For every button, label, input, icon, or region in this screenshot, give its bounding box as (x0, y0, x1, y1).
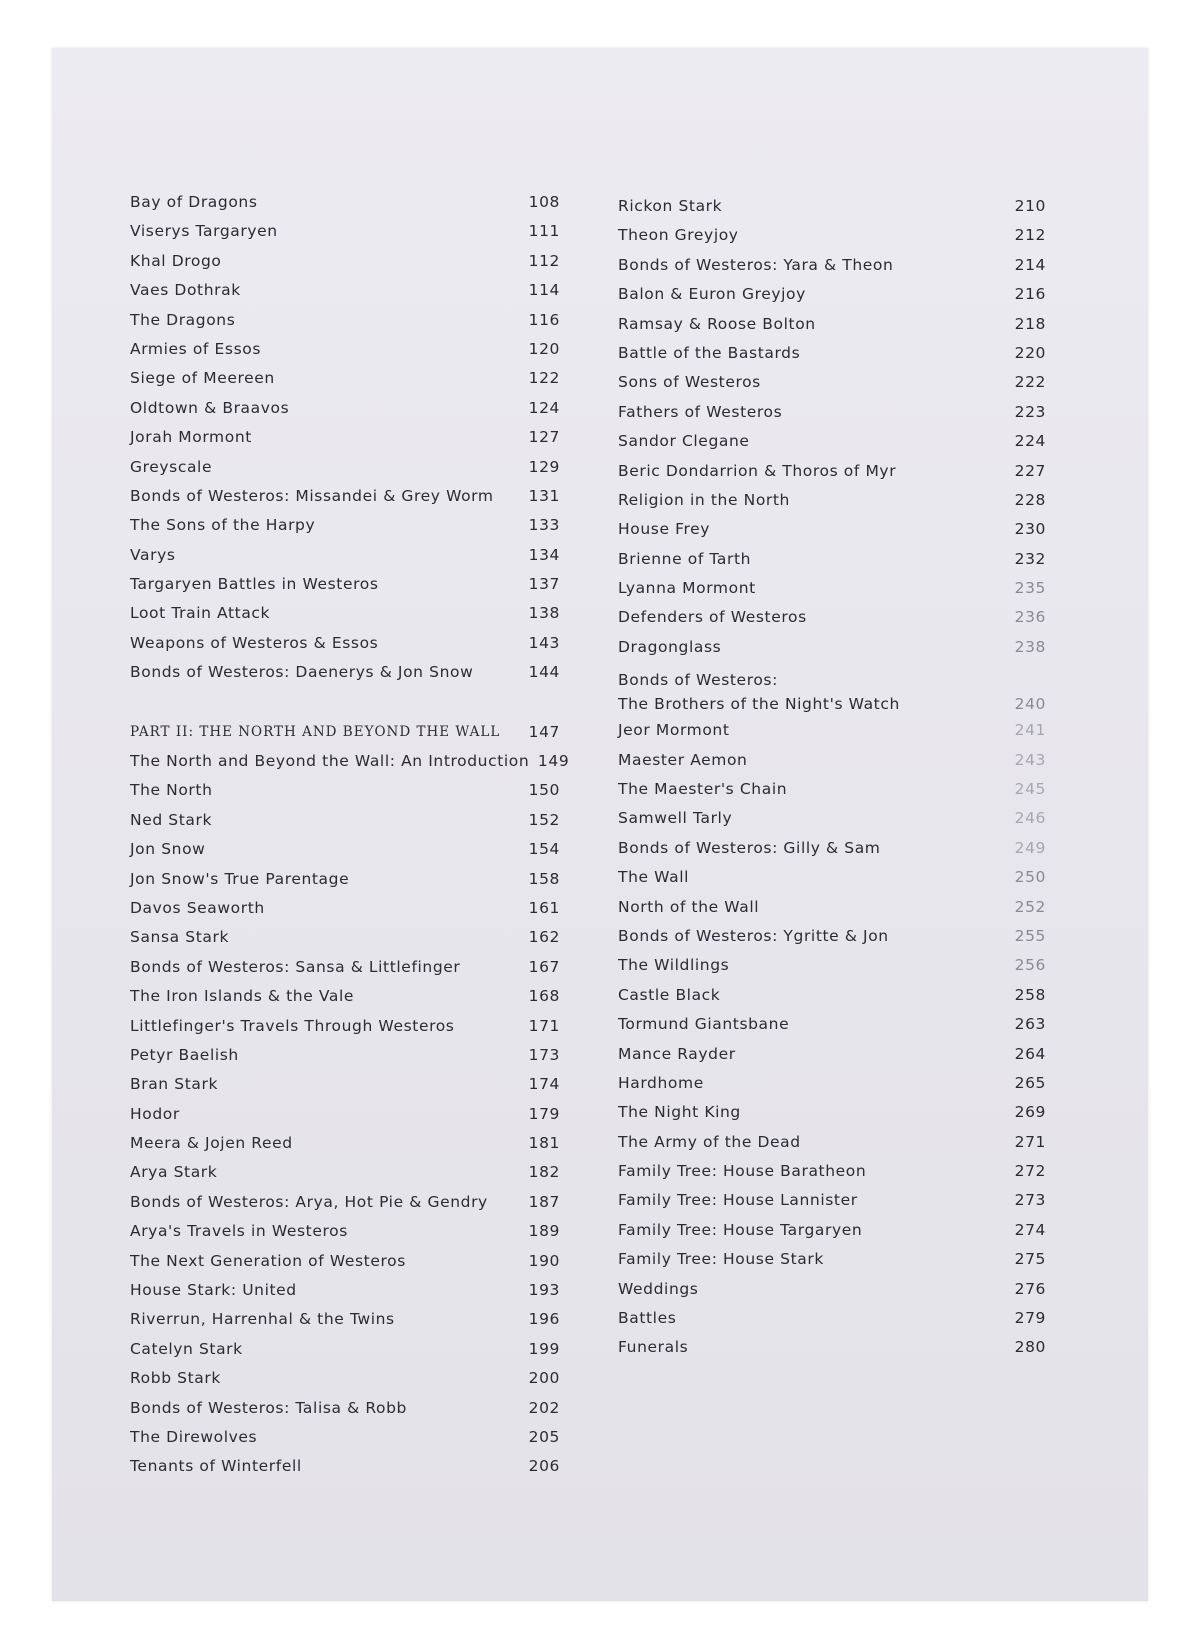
toc-entry-title: Bonds of Westeros: Missandei & Grey Worm (130, 486, 494, 505)
toc-entry-title: Jon Snow's True Parentage (130, 869, 350, 888)
toc-entry-page: 263 (1014, 1015, 1046, 1034)
toc-entry (130, 1364, 560, 1393)
toc-entry (130, 1100, 560, 1129)
toc-entry-title: Robb Stark (130, 1369, 221, 1388)
toc-entry (130, 1305, 560, 1334)
toc-entry (618, 716, 1046, 745)
toc-entry-title: Oldtown & Braavos (130, 398, 290, 417)
toc-entry-title: Jorah Mormont (130, 428, 252, 447)
toc-entry-title: Tormund Giantsbane (618, 1015, 790, 1034)
multiline-page: 240 (1014, 695, 1046, 714)
toc-entry (618, 834, 1046, 863)
toc-entry (130, 453, 560, 482)
toc-entry-title: Dragonglass (618, 637, 722, 656)
toc-entry-page: 143 (528, 633, 560, 652)
toc-entry-title: The North (130, 781, 213, 800)
part-heading-title: PART II: THE NORTH AND BEYOND THE WALL (130, 723, 501, 740)
toc-entry-title: Petyr Baelish (130, 1045, 239, 1064)
toc-entry-page: 222 (1014, 373, 1046, 392)
toc-entry-title: Bonds of Westeros: Talisa & Robb (130, 1398, 407, 1417)
toc-entry-title: Hodor (130, 1104, 180, 1123)
toc-entry (130, 982, 560, 1011)
toc-entry-page: 255 (1014, 926, 1046, 945)
toc-entry (130, 1247, 560, 1276)
toc-entry-title: The Direwolves (130, 1428, 258, 1446)
toc-entry-page: 173 (528, 1045, 560, 1064)
toc-entry-title: Family Tree: House Lannister (618, 1191, 858, 1210)
toc-entry (130, 1129, 560, 1158)
toc-entry-page: 264 (1014, 1044, 1046, 1063)
toc-entry-page: 129 (528, 457, 560, 476)
toc-entry-title: Family Tree: House Baratheon (618, 1162, 867, 1181)
toc-entry-page: 190 (528, 1251, 560, 1270)
toc-entry-page: 161 (528, 898, 560, 917)
toc-entry-page: 181 (528, 1134, 560, 1153)
toc-entry-title: The Next Generation of Westeros (130, 1251, 406, 1270)
multiline-title-line2: The Brothers of the Night's Watch (618, 695, 900, 714)
toc-entry-page: 252 (1014, 897, 1046, 916)
toc-entry-page: 174 (528, 1075, 560, 1094)
toc-entry (618, 310, 1046, 339)
toc-entry (618, 1069, 1046, 1098)
toc-entry-page: 276 (1014, 1279, 1046, 1298)
toc-entry-title: Samwell Tarly (618, 809, 733, 828)
toc-entry-title: Lyanna Mormont (618, 579, 756, 598)
toc-entry (618, 804, 1046, 833)
toc-entry-page: 227 (1014, 461, 1046, 480)
toc-entry-page: 189 (528, 1222, 560, 1241)
toc-entry (618, 457, 1046, 486)
toc-entry (130, 541, 560, 570)
toc-entry (130, 1041, 560, 1070)
toc-entry (618, 545, 1046, 574)
toc-entry-title: Fathers of Westeros (618, 402, 783, 421)
toc-entry-page: 274 (1014, 1220, 1046, 1239)
toc-entry-title: The Iron Islands & the Vale (130, 987, 355, 1006)
toc-entry (618, 746, 1046, 775)
toc-entry (130, 894, 560, 923)
toc-entry-title: Hardhome (618, 1073, 704, 1092)
toc-entry-page: 256 (1014, 956, 1046, 975)
toc-entry-page: 218 (1014, 314, 1046, 333)
toc-entry-title: Weapons of Westeros & Essos (130, 633, 379, 652)
toc-entry-page: 238 (1014, 637, 1046, 656)
toc-left-column (130, 188, 570, 1482)
toc-entry-title: Bonds of Westeros: Ygritte & Jon (618, 926, 889, 945)
toc-entry-title: Balon & Euron Greyjoy (618, 285, 806, 304)
toc-entry (618, 1245, 1046, 1274)
toc-entry-page: 250 (1014, 868, 1046, 887)
toc-entry (130, 599, 560, 628)
toc-entry (130, 923, 560, 952)
toc-entry-page: 122 (528, 369, 560, 388)
toc-entry-page: 241 (1014, 721, 1046, 740)
toc-entry (130, 629, 560, 658)
toc-entry-page: 200 (528, 1369, 560, 1388)
toc-entry (618, 922, 1046, 951)
toc-entry-page: 220 (1014, 343, 1046, 362)
toc-entry-page: 216 (1014, 285, 1046, 304)
toc-entry-multiline (618, 662, 1046, 716)
toc-entry-page: 210 (1014, 196, 1046, 215)
toc-entry (618, 251, 1046, 280)
toc-entry-title: Viserys Targaryen (130, 222, 278, 241)
toc-list-right-b (618, 716, 1046, 1363)
toc-entry-page: 154 (528, 840, 560, 859)
toc-entry (130, 482, 560, 511)
toc-entry-title: Ned Stark (130, 810, 213, 829)
toc-entry-title: Bonds of Westeros: Yara & Theon (618, 255, 894, 274)
toc-entry (618, 1157, 1046, 1186)
toc-entry-title: Littlefinger's Travels Through Westeros (130, 1016, 455, 1035)
toc-entry-page: 124 (528, 398, 560, 417)
toc-entry-page: 152 (528, 810, 560, 829)
toc-entry-title: Sandor Clegane (618, 432, 750, 451)
toc-entry-page: 114 (528, 281, 560, 300)
toc-entry-title: The Army of the Dead (618, 1132, 801, 1151)
toc-entry (618, 1187, 1046, 1216)
toc-entry-page: 111 (528, 222, 560, 241)
toc-entry-title: Defenders of Westeros (618, 608, 807, 627)
toc-entry-page: 265 (1014, 1073, 1046, 1092)
toc-entry-title: Sansa Stark (130, 928, 230, 947)
toc-entry (618, 893, 1046, 922)
toc-entry-title: Jeor Mormont (618, 721, 730, 740)
toc-entry-page: 206 (528, 1457, 560, 1476)
toc-entry-title: Ramsay & Roose Bolton (618, 314, 816, 333)
toc-list-right-a (618, 192, 1046, 662)
toc-entry-title: Bonds of Westeros: Gilly & Sam (618, 838, 881, 857)
toc-entry-page: 280 (1014, 1338, 1046, 1357)
toc-entry (130, 511, 560, 540)
toc-entry (130, 423, 560, 452)
toc-entry-title: Bonds of Westeros: Arya, Hot Pie & Gendry (130, 1192, 488, 1211)
toc-entry (618, 1128, 1046, 1157)
toc-entry (618, 603, 1046, 632)
toc-entry-title: Catelyn Stark (130, 1339, 243, 1358)
toc-entry-page: 273 (1014, 1191, 1046, 1210)
toc-entry-page: 275 (1014, 1250, 1046, 1269)
toc-right-column (618, 192, 1046, 1363)
toc-entry-title: Bonds of Westeros: Daenerys & Jon Snow (130, 663, 474, 682)
toc-entry (130, 1394, 560, 1423)
toc-entry (130, 835, 560, 864)
toc-entry-page: 182 (528, 1163, 560, 1182)
toc-entry (618, 1275, 1046, 1304)
toc-entry-page: 168 (528, 987, 560, 1006)
part-heading-page: 147 (528, 722, 560, 741)
toc-entry-title: Battle of the Bastards (618, 343, 801, 362)
toc-entry-page: 279 (1014, 1309, 1046, 1328)
toc-entry (130, 953, 560, 982)
toc-entry-title: Arya's Travels in Westeros (130, 1222, 348, 1241)
toc-entry-title: House Stark: United (130, 1281, 297, 1300)
toc-entry-title: Armies of Essos (130, 339, 262, 358)
toc-entry (130, 570, 560, 599)
toc-entry-title: Bonds of Westeros: Sansa & Littlefinger (130, 957, 461, 976)
toc-entry-page: 249 (1014, 838, 1046, 857)
toc-entry (130, 658, 560, 687)
toc-entry-page: 133 (528, 516, 560, 535)
toc-entry-page: 193 (528, 1281, 560, 1300)
toc-entry-page: 137 (528, 575, 560, 594)
toc-entry (130, 276, 560, 305)
toc-entry-page: 202 (528, 1398, 560, 1417)
toc-entry (130, 1423, 560, 1452)
toc-entry-title: Riverrun, Harrenhal & the Twins (130, 1310, 395, 1329)
toc-entry-title: Family Tree: House Targaryen (618, 1220, 863, 1239)
toc-entry (130, 1012, 560, 1041)
toc-entry-page: 228 (1014, 490, 1046, 509)
toc-entry-page: 199 (528, 1339, 560, 1358)
toc-entry (618, 1333, 1046, 1362)
toc-entry (618, 1098, 1046, 1127)
toc-entry-page: 108 (528, 192, 560, 211)
toc-entry-title: Arya Stark (130, 1163, 218, 1182)
toc-entry-title: Theon Greyjoy (618, 226, 739, 245)
section-gap (130, 688, 560, 718)
toc-entry-title: Mance Rayder (618, 1044, 736, 1063)
toc-entry-page: 235 (1014, 579, 1046, 598)
toc-entry-page: 243 (1014, 750, 1046, 769)
toc-entry-title: Greyscale (130, 457, 213, 476)
toc-entry-title: Brienne of Tarth (618, 549, 752, 568)
toc-entry (130, 394, 560, 423)
toc-entry (130, 188, 560, 217)
toc-entry-title: Bay of Dragons (130, 192, 258, 211)
toc-entry-title: Jon Snow (130, 840, 206, 859)
toc-entry-title: Khal Drogo (130, 251, 222, 270)
toc-entry-page: 246 (1014, 809, 1046, 828)
toc-entry-page: 120 (528, 339, 560, 358)
toc-entry-page: 230 (1014, 520, 1046, 539)
toc-entry-page: 212 (1014, 226, 1046, 245)
toc-entry (618, 427, 1046, 456)
toc-entry (130, 217, 560, 246)
toc-entry-title: Battles (618, 1309, 677, 1328)
toc-entry-page: 214 (1014, 255, 1046, 274)
toc-entry-page: 187 (528, 1192, 560, 1211)
toc-entry-title: Targaryen Battles in Westeros (130, 575, 379, 594)
toc-entry-title: The Night King (618, 1103, 741, 1122)
toc-list-left-part1 (130, 188, 560, 688)
toc-entry-title: Loot Train Attack (130, 604, 271, 623)
toc-entry (130, 806, 560, 835)
toc-entry (618, 339, 1046, 368)
toc-part-heading (130, 718, 560, 747)
toc-entry (130, 776, 560, 805)
toc-entry (618, 1216, 1046, 1245)
toc-entry-page: 232 (1014, 549, 1046, 568)
toc-entry (618, 368, 1046, 397)
toc-entry (618, 574, 1046, 603)
toc-entry-title: Sons of Westeros (618, 373, 761, 392)
toc-entry-page: 127 (528, 428, 560, 447)
toc-entry-title: The Wildlings (618, 956, 730, 975)
toc-entry-page: 134 (528, 545, 560, 564)
toc-entry-title: Vaes Dothrak (130, 281, 241, 300)
toc-entry (618, 398, 1046, 427)
toc-entry-title: Tenants of Winterfell (130, 1457, 302, 1476)
toc-entry-page: 258 (1014, 985, 1046, 1004)
toc-list-left-part2 (130, 747, 570, 1482)
toc-entry-title: Maester Aemon (618, 750, 748, 769)
toc-entry (130, 1276, 560, 1305)
toc-entry-page: 138 (528, 604, 560, 623)
toc-entry-page: 196 (528, 1310, 560, 1329)
toc-entry (618, 192, 1046, 221)
toc-entry-page: 205 (528, 1428, 560, 1446)
toc-entry-page: 131 (528, 486, 560, 505)
toc-entry (618, 1304, 1046, 1333)
toc-entry-title: The Wall (618, 868, 690, 887)
toc-entry (130, 1452, 560, 1481)
toc-entry (130, 247, 560, 276)
toc-entry-title: Beric Dondarrion & Thoros of Myr (618, 461, 897, 480)
toc-entry-page: 269 (1014, 1103, 1046, 1122)
toc-entry-page: 224 (1014, 432, 1046, 451)
toc-entry-title: Bran Stark (130, 1075, 219, 1094)
toc-entry-page: 167 (528, 957, 560, 976)
toc-entry (130, 1217, 560, 1246)
toc-entry-page: 245 (1014, 780, 1046, 799)
toc-entry-page: 223 (1014, 402, 1046, 421)
toc-entry-title: Weddings (618, 1279, 699, 1298)
multiline-title-line1: Bonds of Westeros: (618, 671, 778, 690)
toc-entry-title: Rickon Stark (618, 196, 723, 215)
toc-entry-title: The Sons of the Harpy (130, 516, 316, 535)
toc-entry-page: 179 (528, 1104, 560, 1123)
toc-entry-page: 158 (528, 869, 560, 888)
toc-entry (618, 1040, 1046, 1069)
toc-entry (618, 221, 1046, 250)
toc-entry-page: 149 (537, 752, 570, 771)
toc-entry (618, 775, 1046, 804)
toc-entry (130, 1159, 560, 1188)
toc-entry (130, 1188, 560, 1217)
toc-entry (618, 981, 1046, 1010)
toc-entry-title: The Maester's Chain (618, 780, 788, 799)
toc-entry (618, 951, 1046, 980)
toc-entry-page: 236 (1014, 608, 1046, 627)
toc-entry-title: Family Tree: House Stark (618, 1250, 824, 1269)
toc-entry-page: 112 (528, 251, 560, 270)
toc-entry-title: The Dragons (130, 310, 236, 329)
toc-entry (130, 306, 560, 335)
toc-entry-page: 171 (528, 1016, 560, 1035)
toc-entry-title: The North and Beyond the Wall: An Introduction (130, 752, 530, 771)
toc-entry (618, 515, 1046, 544)
toc-entry-title: Castle Black (618, 985, 721, 1004)
toc-entry (130, 335, 560, 364)
toc-entry (618, 280, 1046, 309)
toc-entry (618, 863, 1046, 892)
toc-entry (130, 364, 560, 393)
toc-entry (130, 865, 560, 894)
toc-entry-title: Funerals (618, 1338, 689, 1357)
toc-entry (130, 747, 570, 776)
toc-entry-title: Meera & Jojen Reed (130, 1134, 293, 1153)
toc-entry (618, 486, 1046, 515)
toc-entry-title: Siege of Meereen (130, 369, 275, 388)
toc-entry-title: Davos Seaworth (130, 898, 265, 917)
toc-entry (130, 1070, 560, 1099)
toc-entry-title: House Frey (618, 520, 711, 539)
toc-entry-page: 162 (528, 928, 560, 947)
toc-entry-page: 116 (528, 310, 560, 329)
toc-entry (130, 1335, 560, 1364)
toc-entry-page: 150 (528, 781, 560, 800)
toc-entry-page: 144 (528, 663, 560, 682)
toc-entry-title: North of the Wall (618, 897, 760, 916)
toc-entry-title: Religion in the North (618, 490, 790, 509)
toc-entry-page: 272 (1014, 1162, 1046, 1181)
toc-entry-title: Varys (130, 545, 176, 564)
toc-entry (618, 633, 1046, 662)
toc-entry (618, 1010, 1046, 1039)
toc-entry-page: 271 (1014, 1132, 1046, 1151)
